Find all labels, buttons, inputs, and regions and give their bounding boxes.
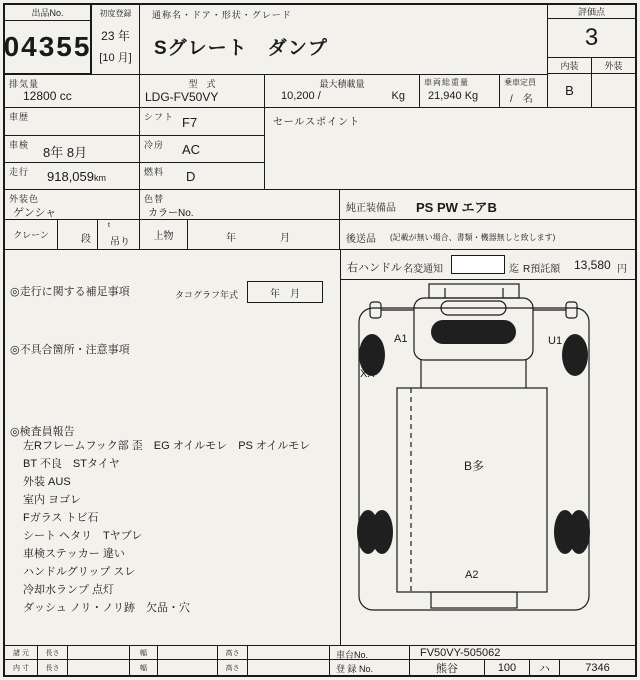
- spec-length-label: 長さ: [45, 649, 60, 657]
- interior-grade-cell: [548, 74, 592, 108]
- crane-dan-cell: [58, 220, 98, 250]
- chassis-no-value: FV50VY-505062: [420, 647, 501, 659]
- mileage-value: [47, 169, 106, 184]
- recycle-deposit-label: R預託額: [523, 264, 561, 275]
- exterior-color-cell: [5, 190, 140, 220]
- auction-sheet: [3, 3, 637, 677]
- body-label: 上物: [153, 231, 174, 242]
- exhibit-no-label-cell: [5, 5, 92, 21]
- report-line: 左Rフレームフック部 歪 EG オイルモレ PS オイルモレ: [23, 440, 311, 452]
- exterior-label: 外装: [604, 61, 623, 71]
- gross-weight-label: 車両総重量: [424, 78, 469, 87]
- first-registration-cell: [92, 5, 140, 75]
- vehicle-name-value: Sグレート ダンプ: [154, 38, 328, 59]
- registration-no-label: 登 録 No.: [336, 664, 374, 674]
- aircon-label: 冷房: [144, 140, 165, 150]
- exhibit-no-cell: [5, 21, 92, 75]
- vehicle-diagram: [341, 280, 636, 645]
- sales-point-label: セールスポイント: [273, 117, 361, 128]
- capacity-label: 乗車定員: [504, 78, 536, 87]
- grade-label-cell: [548, 5, 635, 19]
- diagram-label-a2: A2: [465, 569, 479, 581]
- capacity-cell: [500, 75, 548, 108]
- inspection-cell: [5, 136, 140, 163]
- crane-label: クレーン: [13, 230, 49, 240]
- inner-height-value-cell: [248, 660, 330, 675]
- kousouhin-cell: [340, 220, 635, 250]
- tachograph-label: タコグラフ年式: [175, 290, 239, 300]
- displacement-value: 12800 cc: [23, 89, 72, 103]
- first-registration-year: 23 年: [101, 29, 130, 43]
- registration-number-cell: [560, 660, 635, 675]
- inner-length-label: 長さ: [45, 664, 60, 672]
- defect-title: ◎不具合箇所・注意事項: [10, 344, 130, 356]
- chassis-no-label: 車台No.: [336, 650, 369, 660]
- exterior-label-cell: [592, 58, 635, 74]
- registration-area-cell: [410, 660, 485, 675]
- mileage-label: 走行: [9, 167, 30, 177]
- windshield: [431, 320, 516, 344]
- spec-width-label: 幅: [140, 649, 147, 657]
- report-line: Fガラス トビ石: [23, 512, 99, 524]
- handle-label: 右ハンドル: [347, 262, 402, 274]
- spec-width-value-cell: [158, 646, 218, 660]
- fuel-value: D: [186, 169, 196, 184]
- spec-row-label-cell: [5, 646, 38, 660]
- diagram-label-xx: XX: [360, 368, 375, 380]
- handle-row: [340, 250, 635, 280]
- inner-row-label-cell: [5, 660, 38, 675]
- equipment-value: PS PW エアB: [416, 200, 497, 215]
- spec-length-value-cell: [68, 646, 130, 660]
- registration-kana: ハ: [539, 662, 550, 675]
- aircon-value: AC: [182, 142, 201, 157]
- diagram-label-a1: A1: [394, 333, 408, 345]
- recycle-deposit-value: 13,580: [574, 258, 611, 272]
- exterior-color-value: ゲンシャ: [13, 207, 57, 219]
- fuel-label: 燃料: [144, 167, 165, 177]
- yen-label: 円: [617, 264, 627, 275]
- kousouhin-note: (記載が無い場合、書類・機器無しと致します): [390, 233, 556, 242]
- registration-number: 7346: [585, 661, 610, 674]
- color-no-label: カラーNo.: [148, 208, 194, 219]
- max-load-cell: [265, 75, 420, 108]
- first-registration-label: 初度登録: [99, 9, 132, 18]
- crane-tsuri-cell: [98, 220, 140, 250]
- crane-t-label: t: [108, 222, 110, 229]
- displacement-label: 排気量: [9, 79, 40, 89]
- report-line: 外装 AUS: [23, 476, 71, 488]
- spec-row-label: 諸 元: [13, 649, 29, 657]
- gross-weight-cell: [420, 75, 500, 108]
- diagram-label-u1: U1: [548, 335, 563, 347]
- tachograph-value: 年 月: [270, 288, 300, 300]
- report-line: 車検ステッカー 違い: [23, 548, 125, 560]
- inner-length-value-cell: [68, 660, 130, 675]
- crane-cell: [5, 220, 58, 250]
- body-date-cell: [188, 220, 340, 250]
- inner-width-value-cell: [158, 660, 218, 675]
- report-line: ハンドルグリップ スレ: [23, 566, 136, 578]
- grade-value: 3: [584, 24, 599, 51]
- mileage-number: 918,059: [47, 169, 94, 184]
- interior-grade-value: B: [565, 83, 574, 98]
- tachograph-box: [247, 281, 323, 303]
- aircon-cell: [140, 136, 265, 163]
- interior-label: 内装: [560, 61, 579, 71]
- report-line: シート ヘタリ Tヤブレ: [23, 530, 143, 542]
- report-line: ダッシュ ノリ・ノリ跡 欠品・穴: [23, 602, 190, 614]
- shift-cell: [140, 108, 265, 136]
- equipment-cell: [340, 190, 635, 220]
- mileage-unit: km: [94, 173, 106, 183]
- registration-class-cell: [485, 660, 530, 675]
- diagram-label-b: B多: [464, 459, 485, 473]
- body-year-label: 年: [226, 233, 236, 244]
- inspection-value: 8年 8月: [43, 145, 88, 160]
- grade-label: 評価点: [577, 7, 605, 17]
- inner-length-label-cell: [38, 660, 68, 675]
- wheels-group: [357, 334, 590, 554]
- chassis-no-label-cell: [330, 646, 410, 660]
- report-line: 冷却水ランプ 点灯: [23, 584, 115, 596]
- inner-width-label-cell: [130, 660, 158, 675]
- color-change-cell: [140, 190, 340, 220]
- max-load-unit: Kg: [391, 90, 405, 102]
- registration-no-label-cell: [330, 660, 410, 675]
- max-load-value: 10,200 /: [281, 90, 321, 102]
- mileage-note-title: ◎走行に関する補足事項: [10, 286, 130, 298]
- vehicle-name-header: 通称名・ドア・形状・グレード: [152, 10, 292, 20]
- name-change-label: 名変通知: [403, 264, 443, 275]
- report-line: 室内 ヨゴレ: [23, 494, 82, 506]
- grade-value-cell: [548, 19, 635, 58]
- spec-width-label-cell: [130, 646, 158, 660]
- crane-tsuri-label: 吊り: [110, 237, 130, 248]
- vehicle-name-cell: [140, 5, 548, 75]
- inner-height-label: 高さ: [225, 664, 240, 672]
- body-month-label: 月: [280, 233, 290, 244]
- name-change-box: [451, 255, 505, 274]
- first-registration-month: [10 月]: [99, 52, 132, 64]
- chassis-no-value-cell: [410, 646, 635, 660]
- history-cell: [5, 108, 140, 136]
- exterior-color-label: 外装色: [9, 194, 40, 204]
- made-label: 迄: [509, 264, 519, 275]
- inspection-label: 車検: [9, 140, 30, 150]
- report-line: BT 不良 STタイヤ: [23, 458, 120, 470]
- diagram-zone: [340, 280, 635, 645]
- exhibit-no-label: 出品No.: [31, 8, 64, 18]
- inspector-title: ◎検査員報告: [10, 426, 75, 438]
- mileage-cell: [5, 163, 140, 190]
- spec-height-label: 高さ: [225, 649, 240, 657]
- displacement-cell: [5, 75, 140, 108]
- spec-height-value-cell: [248, 646, 330, 660]
- max-load-label: 最大積載量: [319, 79, 365, 89]
- registration-kana-cell: [530, 660, 560, 675]
- model-label: 型 式: [188, 79, 216, 89]
- body-cell: [140, 220, 188, 250]
- model-cell: [140, 75, 265, 108]
- inner-row-label: 内 寸: [13, 664, 29, 672]
- exterior-grade-cell: [592, 74, 635, 108]
- equipment-label: 純正装備品: [346, 203, 396, 214]
- shift-value: F7: [182, 115, 198, 130]
- registration-class: 100: [497, 661, 517, 674]
- crane-dan-label: 段: [81, 234, 91, 245]
- shift-label: シフト: [144, 112, 175, 122]
- interior-label-cell: [548, 58, 592, 74]
- fuel-cell: [140, 163, 265, 190]
- spec-height-label-cell: [218, 646, 248, 660]
- history-label: 車歴: [9, 112, 30, 122]
- inner-width-label: 幅: [140, 664, 147, 672]
- gross-weight-value: 21,940 Kg: [428, 90, 479, 102]
- color-change-label: 色替: [144, 194, 165, 204]
- kousouhin-label: 後送品: [346, 234, 376, 245]
- sales-point-cell: [265, 108, 635, 190]
- model-value: LDG-FV50VY: [145, 90, 219, 104]
- spec-length-label-cell: [38, 646, 68, 660]
- registration-area: 熊谷: [436, 662, 458, 675]
- capacity-value: / 名: [510, 94, 533, 105]
- inner-height-label-cell: [218, 660, 248, 675]
- exhibit-no-value: 04355: [3, 31, 92, 62]
